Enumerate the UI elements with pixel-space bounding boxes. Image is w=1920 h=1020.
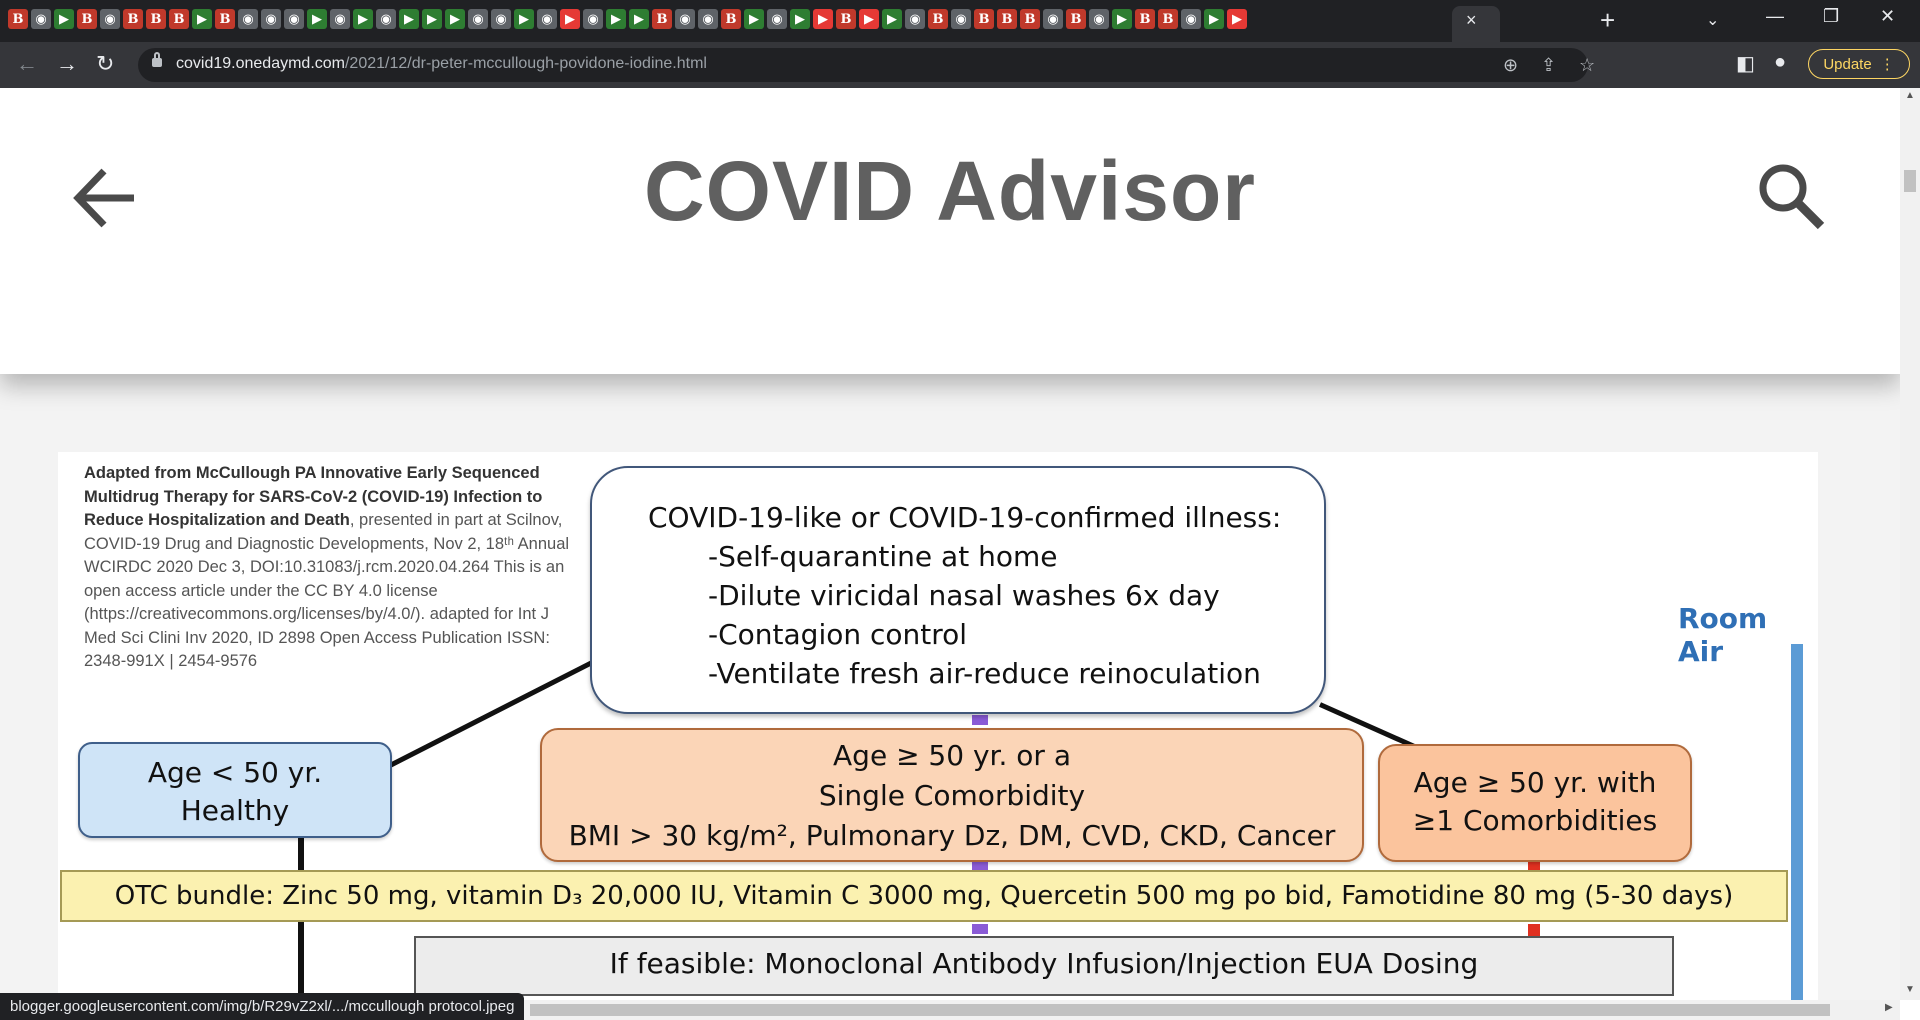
tab-favicon-icon[interactable]: ▶ (192, 9, 212, 29)
tab-favicon-icon[interactable]: ◉ (261, 9, 281, 29)
tab-favicon-icon[interactable]: B (123, 9, 143, 29)
protocol-image[interactable] (58, 452, 1818, 1000)
box-line: Age ≥ 50 yr. or a (833, 739, 1071, 772)
connector-marker (972, 924, 988, 934)
tab-favicon-icon[interactable]: ◉ (468, 9, 488, 29)
tab-favicon-icon[interactable]: ▶ (422, 9, 442, 29)
tab-favicon-icon[interactable]: B (77, 9, 97, 29)
connector-marker (1528, 924, 1540, 936)
scroll-thumb[interactable] (530, 1004, 1830, 1016)
tab-favicon-icon[interactable]: B (1158, 9, 1178, 29)
vertical-scrollbar[interactable] (1900, 88, 1920, 1000)
search-icon[interactable] (1755, 160, 1827, 232)
tab-favicon-icon[interactable]: ▶ (1204, 9, 1224, 29)
tab-favicon-icon[interactable]: B (1066, 9, 1086, 29)
zoom-icon[interactable]: ⊕ (1503, 55, 1519, 75)
tab-favicon-icon[interactable]: ◉ (951, 9, 971, 29)
illness-heading: COVID-19-like or COVID-19-confirmed illness: (648, 501, 1282, 534)
tab-favicon-icon[interactable]: ▶ (54, 9, 74, 29)
tab-favicon-icon[interactable]: ◉ (1089, 9, 1109, 29)
tab-favicon-icon[interactable]: ▶ (514, 9, 534, 29)
tab-favicon-icon[interactable]: B (836, 9, 856, 29)
page-viewport (0, 88, 1900, 1000)
tab-favicon-icon[interactable]: ◉ (491, 9, 511, 29)
box-line: BMI > 30 kg/m², Pulmonary Dz, DM, CVD, CKD, Cancer (568, 819, 1336, 852)
tab-favicon-icon[interactable]: B (928, 9, 948, 29)
tab-favicon-icon[interactable]: ◉ (905, 9, 925, 29)
new-tab-button[interactable]: + (1600, 5, 1616, 35)
tab-favicon-icon[interactable]: ▶ (790, 9, 810, 29)
address-bar[interactable] (138, 48, 1596, 82)
room-air-bar (1791, 644, 1803, 1000)
tab-favicon-icon[interactable]: ◉ (100, 9, 120, 29)
tab-favicon-icon[interactable]: ◉ (284, 9, 304, 29)
connector-line (298, 838, 304, 872)
illness-box (590, 466, 1326, 714)
update-button[interactable] (1808, 49, 1910, 79)
connector-line (298, 922, 304, 1000)
scroll-right-icon[interactable]: ▶ (1885, 1002, 1893, 1013)
tab-favicon-icon[interactable]: B (1135, 9, 1155, 29)
restore-button[interactable]: ❐ (1823, 6, 1840, 26)
figure-citation: Adapted from McCullough PA Innovative Early Sequenced Multidrug Therapy for SARS-CoV-2 (COVID-19) Infection to Reduce Hospitalization and Death, presented in part at Scilnov, COVID-19 Drug and Diagnostic Developments, Nov 2, 18ᵗʰ Annual WCIRDC 2020 Dec 3, DOI:10.31083/j.rcm.2020.04.264 This is an open access article under the CC BY 4.0 license (https://creativecommons.org/licenses/by/4.0/). adapted for Int J Med Sci Clini Inv 2020, ID 2898 Open Access Publication ISSN: 2348-991X | 2454-9576 (84, 464, 570, 670)
url-text[interactable]: covid19.onedaymd.com/2021/12/dr-peter-mccullough-povidone-iodine.html (176, 55, 707, 72)
tab-favicon-icon[interactable]: ▶ (629, 9, 649, 29)
update-label: Update (1823, 55, 1872, 73)
tab-favicon-icon[interactable]: ◉ (238, 9, 258, 29)
bookmark-star-icon[interactable]: ☆ (1579, 55, 1596, 75)
browser-toolbar (0, 42, 1920, 88)
single-comorbidity-box (540, 728, 1364, 862)
reload-button[interactable]: ↻ (96, 51, 115, 76)
tab-favicon-icon[interactable]: ▶ (882, 9, 902, 29)
tab-favicon-icon[interactable]: ▶ (445, 9, 465, 29)
scroll-up-icon[interactable]: ▲ (1905, 90, 1915, 101)
tab-favicon-icon[interactable]: ◉ (1181, 9, 1201, 29)
illness-item: -Dilute viricidal nasal washes 6x day (708, 579, 1220, 612)
otc-bundle-bar: OTC bundle: Zinc 50 mg, vitamin D₃ 20,000 IU, Vitamin C 3000 mg, Quercetin 500 mg po bid, Famotidine 80 mg (5-30 days) (60, 870, 1788, 922)
browser-tab-strip (0, 0, 1920, 42)
profile-icon[interactable]: ● (1774, 51, 1787, 73)
lock-icon[interactable] (152, 58, 162, 67)
tab-favicons (8, 9, 1247, 33)
tab-favicon-icon[interactable]: ▶ (1227, 9, 1247, 29)
close-tab-icon[interactable]: × (1466, 10, 1477, 30)
minimize-button[interactable]: — (1766, 6, 1784, 26)
tab-favicon-icon[interactable]: ▶ (307, 9, 327, 29)
box-line: Age < 50 yr. (147, 756, 323, 789)
tab-favicon-icon[interactable]: ▶ (560, 9, 580, 29)
kebab-menu-icon: ⋮ (1879, 56, 1895, 73)
tab-favicon-icon[interactable]: ◉ (1043, 9, 1063, 29)
multi-comorbidity-box (1378, 744, 1692, 862)
tab-favicon-icon[interactable]: ▶ (606, 9, 626, 29)
tab-favicon-icon[interactable]: B (215, 9, 235, 29)
post-content (0, 374, 1900, 1000)
tab-search-icon[interactable]: ⌄ (1706, 12, 1720, 29)
status-url-bubble: blogger.googleusercontent.com/img/b/R29vZ2xl/.../mccullough protocol.jpeg (0, 993, 524, 1020)
tab-favicon-icon[interactable]: B (169, 9, 189, 29)
tab-favicon-icon[interactable]: ▶ (813, 9, 833, 29)
tab-favicon-icon[interactable]: ◉ (330, 9, 350, 29)
box-line: Age ≥ 50 yr. with (1413, 766, 1657, 799)
tab-favicon-icon[interactable]: B (974, 9, 994, 29)
box-line: ≥1 Comorbidities (1412, 804, 1658, 837)
box-line: Healthy (180, 794, 290, 827)
scroll-down-icon[interactable]: ▼ (1905, 984, 1915, 995)
tab-favicon-icon[interactable]: ▶ (859, 9, 879, 29)
tab-favicon-icon[interactable]: ◉ (767, 9, 787, 29)
tab-favicon-icon[interactable]: ◉ (376, 9, 396, 29)
tab-favicon-icon[interactable]: ◉ (583, 9, 603, 29)
forward-button[interactable]: → (56, 51, 78, 76)
tab-favicon-icon[interactable]: ◉ (698, 9, 718, 29)
illness-item: -Contagion control (708, 618, 968, 651)
tab-favicon-icon[interactable]: B (997, 9, 1017, 29)
tab-favicon-icon[interactable]: B (1020, 9, 1040, 29)
tab-favicon-icon[interactable]: ▶ (353, 9, 373, 29)
monoclonal-antibody-box: If feasible: Monoclonal Antibody Infusion/Injection EUA Dosing (414, 936, 1674, 996)
connector-marker (972, 715, 988, 725)
scroll-thumb[interactable] (1904, 170, 1916, 192)
active-tab[interactable] (1452, 6, 1500, 42)
tab-favicon-icon[interactable]: ◉ (31, 9, 51, 29)
tab-favicon-icon[interactable]: ▶ (399, 9, 419, 29)
back-button[interactable]: ← (16, 51, 38, 76)
tab-favicon-icon[interactable]: B (146, 9, 166, 29)
tab-favicon-icon[interactable]: ◉ (537, 9, 557, 29)
share-icon[interactable]: ⇪ (1541, 55, 1557, 75)
tab-favicon-icon[interactable]: ▶ (744, 9, 764, 29)
site-header (0, 88, 1900, 374)
room-air-label: Room Air (1678, 602, 1768, 668)
close-window-button[interactable]: ✕ (1880, 6, 1896, 26)
box-line: Single Comorbidity (818, 779, 1086, 812)
tab-favicon-icon[interactable]: B (652, 9, 672, 29)
tab-favicon-icon[interactable]: ▶ (1112, 9, 1132, 29)
young-healthy-box (78, 742, 392, 838)
site-title[interactable]: COVID Advisor (644, 144, 1256, 238)
tab-favicon-icon[interactable]: ◉ (675, 9, 695, 29)
tab-favicon-icon[interactable]: B (8, 9, 28, 29)
illness-item: -Ventilate fresh air-reduce reinoculation (708, 657, 1261, 690)
tab-favicon-icon[interactable]: B (721, 9, 741, 29)
side-panel-icon[interactable]: ◧ (1736, 53, 1755, 75)
illness-item: -Self-quarantine at home (708, 540, 1058, 573)
